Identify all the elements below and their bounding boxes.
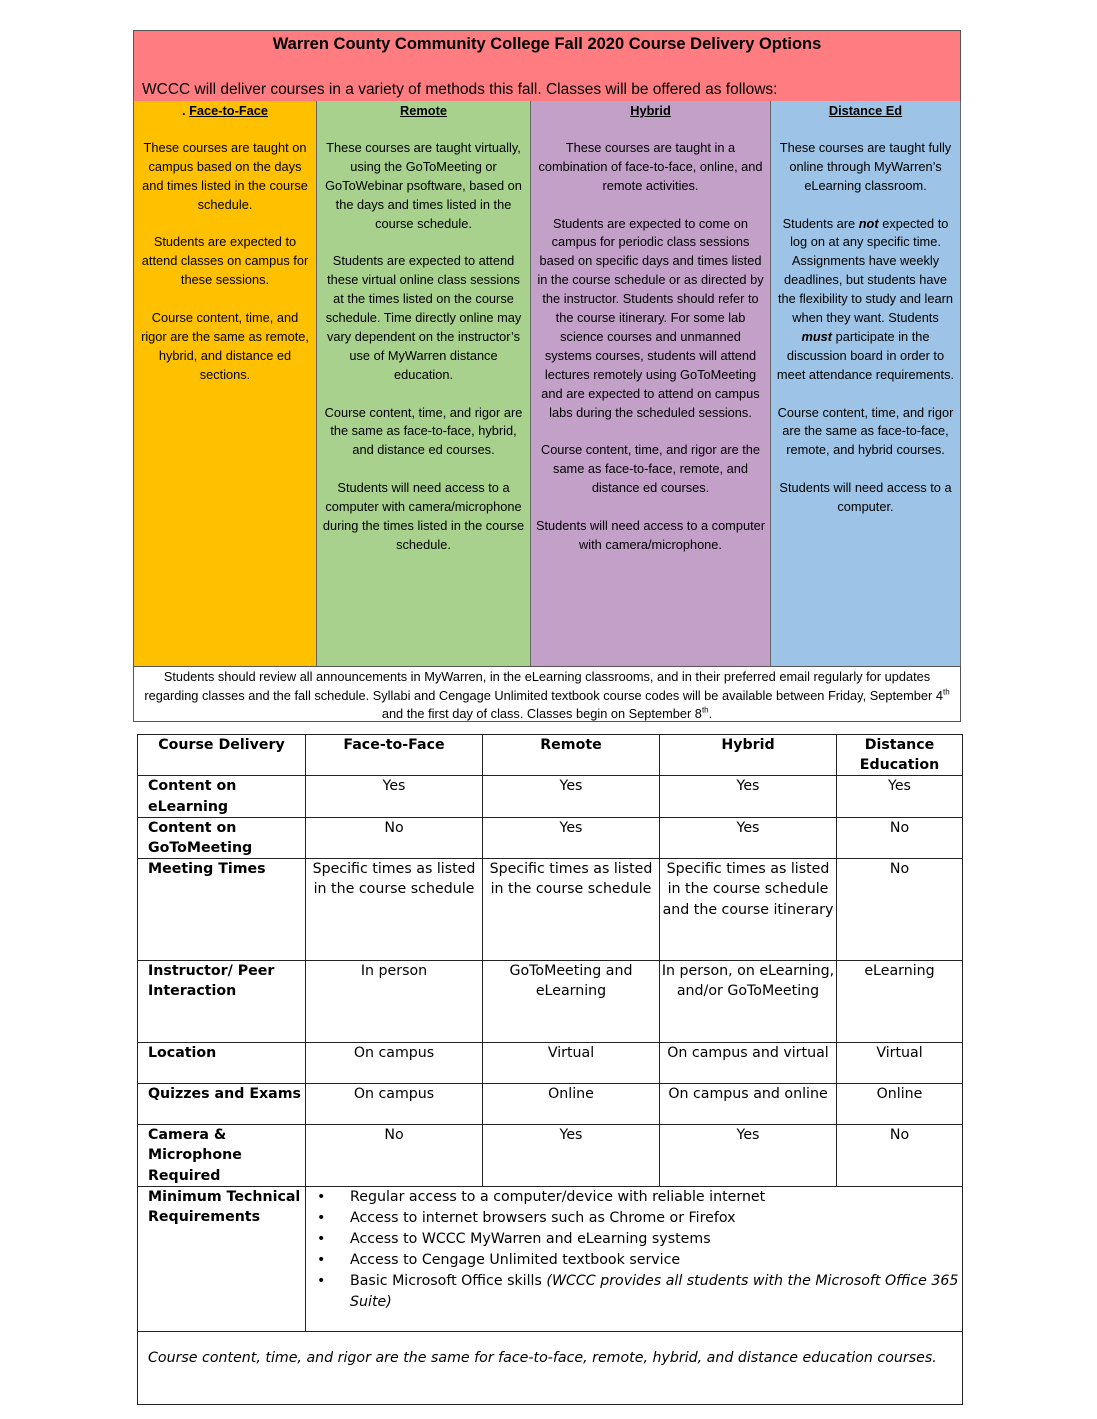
table-cell: Online (483, 1084, 660, 1125)
table-cell: In person (306, 961, 483, 1043)
row-label: Meeting Times (138, 859, 306, 961)
table-cell: No (306, 1125, 483, 1187)
header-hybrid: Hybrid (660, 735, 837, 776)
table-cell: Yes (483, 817, 660, 858)
header-row (138, 735, 963, 776)
table-cell: Yes (660, 817, 837, 858)
list-item (317, 1250, 962, 1271)
table-cell: Yes (483, 1125, 660, 1187)
title-banner (134, 31, 960, 101)
remote-rigor: Course content, time, and rigor are the same as face-to-face, hybrid, and distance ed courses. (324, 404, 523, 458)
face-to-face-heading (140, 102, 310, 120)
bullet-icon: • (317, 1209, 326, 1226)
table-cell: On campus (306, 1084, 483, 1125)
list-item-text: Regular access to a computer/device with reliable internet (350, 1188, 766, 1205)
bullet-icon: • (317, 1188, 326, 1205)
list-item (317, 1271, 962, 1313)
row-label: Instructor/ Peer Interaction (138, 961, 306, 1043)
distance-ed-attendance (776, 215, 955, 385)
page-title: Warren County Community College Fall 2020 Course Delivery Options (272, 35, 822, 53)
row-label: Minimum Technical Requirements (138, 1186, 306, 1331)
intro-text: WCCC will deliver courses in a variety of methods this fall. Classes will be offered as follows: (142, 81, 778, 98)
delivery-options-table (133, 30, 961, 722)
text-run: and the first day of class. Classes begin on September 8 (381, 706, 702, 722)
table-cell: Yes (660, 1125, 837, 1187)
table-row (138, 817, 963, 858)
table-cell: Virtual (837, 1043, 963, 1084)
face-to-face-rigor: Course content, time, and rigor are the same as remote, hybrid, and distance ed sections. (141, 310, 309, 382)
table-cell: Yes (306, 776, 483, 817)
list-item-text: Access to internet browsers such as Chrome or Firefox (350, 1209, 736, 1226)
text-run: expected to log on at any specific time. Assignments have weekly deadlines, but students have the flexibility to study and learn when they want. Students (778, 215, 953, 326)
table-cell: No (306, 817, 483, 858)
list-item-text: Access to WCCC MyWarren and eLearning systems (350, 1230, 711, 1247)
hybrid-attendance: Students are expected to come on campus for periodic class sessions based on specific days and times listed in the course schedule or as directed by the instructor. Students should refer to the course itinerary. For some lab science courses and unmanned systems courses, students will attend lectures remotely using GoToMeeting and are expected to attend on campus labs during the scheduled sessions. (537, 215, 764, 420)
bullet-icon: • (317, 1272, 326, 1289)
distance-ed-requirements: Students will need access to a computer. (779, 480, 952, 515)
table-cell: No (837, 1125, 963, 1187)
list-item (317, 1187, 962, 1208)
row-label: Location (138, 1043, 306, 1084)
rigor-note: Course content, time, and rigor are the same for face-to-face, remote, hybrid, and distance education courses. (138, 1331, 963, 1404)
remote-requirements: Students will need access to a computer with camera/microphone during the times listed in the course schedule. (322, 480, 525, 552)
distance-ed-rigor: Course content, time, and rigor are the same as face-to-face, remote, and hybrid courses. (777, 404, 954, 458)
row-label: Camera & Microphone Required (138, 1125, 306, 1187)
tech-requirements-row (138, 1186, 963, 1331)
text-run: Students should review all announcements in MyWarren, in the eLearning classrooms, and in their preferred email regularly for updates regarding classes and the fall schedule. Syllabi and Cengage Unlimited textbook course codes will be available between Friday, September 4 (144, 669, 943, 703)
header-remote: Remote (483, 735, 660, 776)
table-cell: On campus and virtual (660, 1043, 837, 1084)
announcement-footer (134, 666, 960, 721)
table-cell: In person, on eLearning, and/or GoToMeeting (660, 961, 837, 1043)
table-cell: Virtual (483, 1043, 660, 1084)
text-run: Students are (782, 215, 859, 231)
heading-prefix: . (181, 103, 190, 118)
remote-column (317, 101, 531, 666)
list-item-text: Access to Cengage Unlimited textbook service (350, 1251, 681, 1268)
hybrid-desc: These courses are taught in a combination of face-to-face, online, and remote activities. (538, 139, 763, 193)
note-row (138, 1331, 963, 1404)
table-row (138, 1084, 963, 1125)
text-run: . (708, 706, 713, 722)
remote-heading: Remote (400, 103, 447, 118)
table-cell: On campus (306, 1043, 483, 1084)
table-cell: eLearning (837, 961, 963, 1043)
table-cell: Yes (837, 776, 963, 817)
distance-ed-column (771, 101, 961, 666)
tech-requirements-list (306, 1187, 962, 1313)
list-item-text: Basic Microsoft Office skills (350, 1272, 547, 1289)
face-to-face-desc: These courses are taught on campus based on the days and times listed in the course schedule. (142, 139, 308, 212)
text-run: participate in the discussion board in order to meet attendance requirements. (776, 328, 955, 382)
table-cell: No (837, 817, 963, 858)
distance-ed-heading: Distance Ed (828, 103, 903, 118)
emphasis-not: not (858, 215, 879, 231)
table-cell: Yes (660, 776, 837, 817)
bullet-icon: • (317, 1251, 326, 1268)
face-to-face-column (134, 101, 317, 666)
list-item-note: (WCCC provides all students with the Microsoft Office 365 Suite) (350, 1272, 959, 1310)
table-cell: Online (837, 1084, 963, 1125)
remote-attendance: Students are expected to attend these virtual online class sessions at the times listed on the course schedule. Time directly online may vary dependent on the instructor’s use of MyWarren distance education. (325, 253, 522, 382)
heading-label: Face-to-Face (189, 103, 269, 118)
superscript: th (942, 687, 950, 697)
header-distance-education: Distance Education (837, 735, 963, 776)
remote-desc: These courses are taught virtually, using the GoToMeeting or GoToWebinar psoftware, based on the days and times listed in the course schedule. (325, 139, 522, 231)
comparison-table (137, 734, 963, 1405)
table-cell: Specific times as listed in the course schedule and the course itinerary (660, 859, 837, 961)
superscript: th (701, 705, 709, 715)
list-item (317, 1229, 962, 1250)
emphasis-must: must (801, 328, 833, 344)
table-cell: Yes (483, 776, 660, 817)
row-label: Content on eLearning (138, 776, 306, 817)
bullet-icon: • (317, 1230, 326, 1247)
table-row (138, 1125, 963, 1187)
header-face-to-face: Face-to-Face (306, 735, 483, 776)
row-label: Content on GoToMeeting (138, 817, 306, 858)
table-cell: GoToMeeting and eLearning (483, 961, 660, 1043)
hybrid-rigor: Course content, time, and rigor are the same as face-to-face, remote, and distance ed courses. (540, 442, 761, 496)
table-cell: Specific times as listed in the course schedule (306, 859, 483, 961)
header-course-delivery: Course Delivery (138, 735, 306, 776)
table-row (138, 961, 963, 1043)
table-row (138, 859, 963, 961)
distance-ed-desc: These courses are taught fully online through MyWarren’s eLearning classroom. (779, 139, 952, 193)
hybrid-column (531, 101, 771, 666)
hybrid-heading: Hybrid (630, 103, 671, 118)
table-cell: No (837, 859, 963, 961)
list-item (317, 1208, 962, 1229)
table-cell: Specific times as listed in the course schedule (483, 859, 660, 961)
face-to-face-attendance: Students are expected to attend classes on campus for these sessions. (141, 234, 309, 288)
table-row (138, 1043, 963, 1084)
row-label: Quizzes and Exams (138, 1084, 306, 1125)
table-cell: On campus and online (660, 1084, 837, 1125)
hybrid-requirements: Students will need access to a computer with camera/microphone. (535, 517, 766, 552)
tech-requirements-cell (306, 1186, 963, 1331)
table-row (138, 776, 963, 817)
